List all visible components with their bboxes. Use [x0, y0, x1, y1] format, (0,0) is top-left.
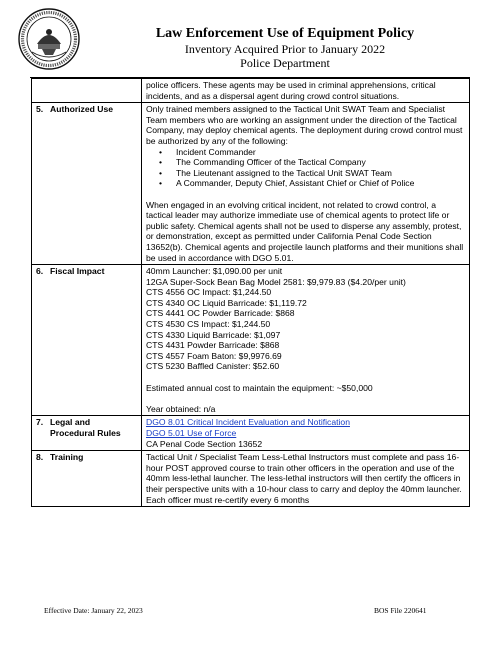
bos-file-number: BOS File 220641: [374, 606, 427, 615]
section-label-line2: Procedural Rules: [50, 428, 121, 438]
cost-item: CTS 4530 CS Impact: $1,244.50: [146, 319, 271, 330]
annual-cost: Estimated annual cost to maintain the equipment: ~$50,000: [146, 382, 373, 393]
empty-label-cell: [32, 79, 142, 103]
section-label: Training: [50, 452, 84, 463]
table-row-legal: [32, 416, 470, 451]
year-obtained: Year obtained: n/a: [146, 403, 216, 414]
fiscal-impact-content: [142, 265, 470, 416]
penal-code-text: CA Penal Code Section 13652: [146, 438, 263, 449]
cost-item: 12GA Super-Sock Bean Bag Model 2581: $9,979.83 ($4.20/per unit): [146, 276, 406, 287]
cost-item: CTS 4330 Liquid Barricade: $1,097: [146, 329, 281, 340]
list-item: • A Commander, Deputy Chief, Assistant Chief or Chief of Police: [176, 178, 465, 189]
critical-incident-paragraph: When engaged in an evolving critical incident, not related to crowd control, a tactical leader may authorize immediate use of chemical agents to protect life or public safety. Chemical agents shall not be used to disperse any assembly, protest, or demonstration, except as permitted under California Penal Code Section 13652(b). Chemical agents and projectile launch platforms and their munitions shall be used in accordance with DGO 5.01.: [146, 199, 464, 263]
document-subtitle: Inventory Acquired Prior to January 2022: [184, 42, 386, 56]
section-number: 6.: [36, 266, 44, 277]
legal-content: [142, 416, 470, 451]
legal-label: [32, 416, 142, 451]
table-row-fiscal-impact: [32, 265, 470, 416]
list-item: • The Commanding Officer of the Tactical Company: [176, 157, 465, 168]
policy-table: [31, 78, 470, 507]
cost-item: CTS 4340 OC Liquid Barricade: $1,119.72: [146, 297, 307, 308]
cost-item: CTS 4441 OC Powder Barricade: $868: [146, 308, 295, 319]
city-county-seal-icon: [18, 8, 80, 70]
section-label: Authorized Use: [50, 104, 114, 115]
department-name: Police Department: [240, 56, 330, 70]
authorization-list: [146, 147, 465, 189]
training-label: [32, 451, 142, 507]
authorized-use-content: [142, 103, 470, 265]
list-item: • Incident Commander: [176, 147, 465, 158]
table-row-continuation: [32, 79, 470, 103]
dgo-5-01-link[interactable]: DGO 5.01 Use of Force: [146, 428, 237, 438]
table-row-authorized-use: [32, 103, 470, 265]
section-number: 5.: [36, 104, 44, 115]
training-content: Tactical Unit / Specialist Team Less-Lethal Instructors must complete and pass 16-hour POST approved course to train other officers in the operation and use of the 40mm less-lethal launcher. The less-lethal instructors will then certify the officers in their perspective units with a 10-hour class to carry and deploy the 40mm launcher. Each officer must re-certify every 6 months: [142, 451, 470, 507]
section-number: 8.: [36, 452, 44, 463]
document-title: Law Enforcement Use of Equipment Policy: [155, 26, 415, 41]
cost-item: CTS 4557 Foam Baton: $9,9976.69: [146, 350, 282, 361]
effective-date: Effective Date: January 22, 2023: [44, 606, 143, 615]
list-item: • The Lieutenant assigned to the Tactical Unit SWAT Team: [176, 168, 465, 179]
authorized-use-label: [32, 103, 142, 265]
cost-item: CTS 4556 OC Impact: $1,244.50: [146, 287, 272, 298]
section-label-line1: Legal and: [50, 417, 91, 428]
fiscal-impact-label: [32, 265, 142, 416]
dgo-8-01-link[interactable]: DGO 8.01 Critical Incident Evaluation and Notification: [146, 417, 350, 428]
section-number: 7.: [36, 417, 44, 428]
section-label: Fiscal Impact: [50, 266, 105, 277]
cost-item: CTS 4431 Powder Barricade: $868: [146, 340, 280, 351]
cost-item: 40mm Launcher: $1,090.00 per unit: [146, 266, 283, 277]
table-row-training: [32, 451, 470, 507]
authorized-use-intro: Only trained members assigned to the Tactical Unit SWAT Team and Specialist Team members who are working an assignment under the direction of the Tactical Company, may deploy chemical agents. The deployment during crowd control must be authorized by any of the following:: [146, 104, 463, 146]
continuation-text: police officers. These agents may be used in criminal apprehensions, critical incidents, and as a dispersal agent during crowd control situations.: [142, 79, 470, 103]
cost-item: CTS 5230 Baffled Canister: $52.60: [146, 361, 280, 372]
